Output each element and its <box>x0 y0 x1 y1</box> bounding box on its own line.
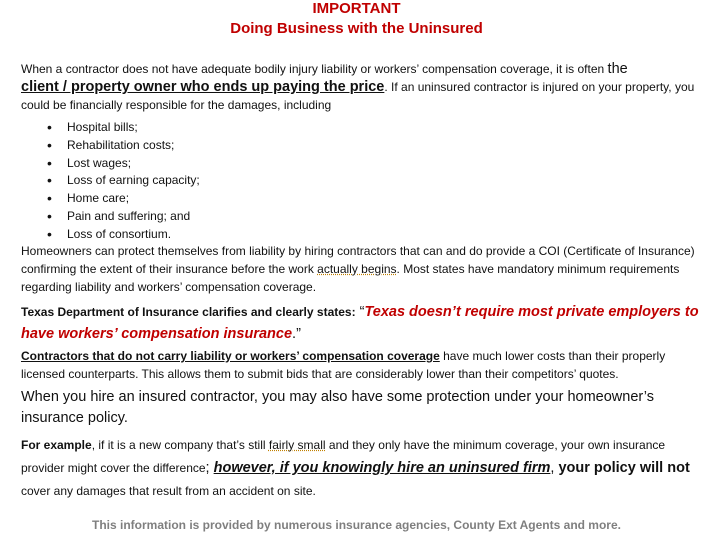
intro-paragraph <box>21 60 707 114</box>
list-item: • Loss of consortium. <box>47 226 200 244</box>
example-text-3: cover any damages that result from an accident on site. <box>21 484 316 498</box>
intro-the: the <box>607 61 628 77</box>
texas-quote: Texas doesn’t require most private employers to have workers’ compensation insurance <box>21 304 699 342</box>
fairly-small-text: fairly small <box>268 438 326 452</box>
protection-paragraph: When you hire an insured contractor, you may also have some protection under your homeowner’s insurance policy. <box>21 389 654 426</box>
texas-close-quote: .” <box>292 326 301 342</box>
list-item: • Hospital bills; <box>47 119 200 137</box>
texas-open-quote: “ <box>355 304 365 320</box>
example-lead: For example <box>21 438 92 452</box>
homeowners-text: Homeowners can protect themselves from liability by hiring contractors that can and do provide a COI (Certificate of Insurance) confirming the extent of their insurance before the work <box>21 244 695 276</box>
example-policy-will-not: your policy will not <box>558 460 690 476</box>
texas-paragraph <box>21 301 707 345</box>
footer-note: This information is provided by numerous insurance agencies, County Ext Agents and more. <box>92 518 621 532</box>
intro-text-2: . If an uninsured contractor is injured on your property, you could be financially responsible for the damages, including <box>21 80 695 112</box>
example-text-2: and they only have the minimum coverage, your own insurance provider might cover the difference <box>21 438 666 475</box>
example-semicolon: ; <box>205 460 214 476</box>
example-paragraph <box>21 434 707 503</box>
contractors-text: have much lower costs than their properly licensed counterparts. This allows them to submit bids that are considerably lower than their competitors’ quotes. <box>21 349 666 381</box>
page-title: IMPORTANT <box>312 0 401 17</box>
page-subtitle: Doing Business with the Uninsured <box>230 20 483 37</box>
example-comma: , <box>550 460 559 476</box>
contractors-lead: Contractors that do not carry liability or workers’ compensation coverage <box>21 349 440 363</box>
list-item: • Loss of earning capacity; <box>47 172 200 190</box>
list-item: • Lost wages; <box>47 155 200 173</box>
intro-emphasis: client / property owner who ends up paying the price <box>21 79 385 95</box>
contractors-paragraph <box>21 347 707 383</box>
intro-text: When a contractor does not have adequate bodily injury liability or workers’ compensation coverage, it is often <box>21 62 608 76</box>
damages-list <box>47 119 200 244</box>
homeowners-text-2: . Most states have mandatory minimum requirements regarding liability and workers’ compensation coverage. <box>21 262 680 294</box>
homeowners-paragraph <box>21 242 707 296</box>
example-text: , if it is a new company that’s still <box>91 438 269 452</box>
list-item: • Pain and suffering; and <box>47 208 200 226</box>
actually-begins-text: actually begins <box>317 262 397 276</box>
example-however: however, if you knowingly hire an uninsured firm <box>213 460 551 476</box>
list-item: • Rehabilitation costs; <box>47 137 200 155</box>
list-item: • Home care; <box>47 190 200 208</box>
texas-lead: Texas Department of Insurance clarifies and clearly states: <box>21 305 356 319</box>
